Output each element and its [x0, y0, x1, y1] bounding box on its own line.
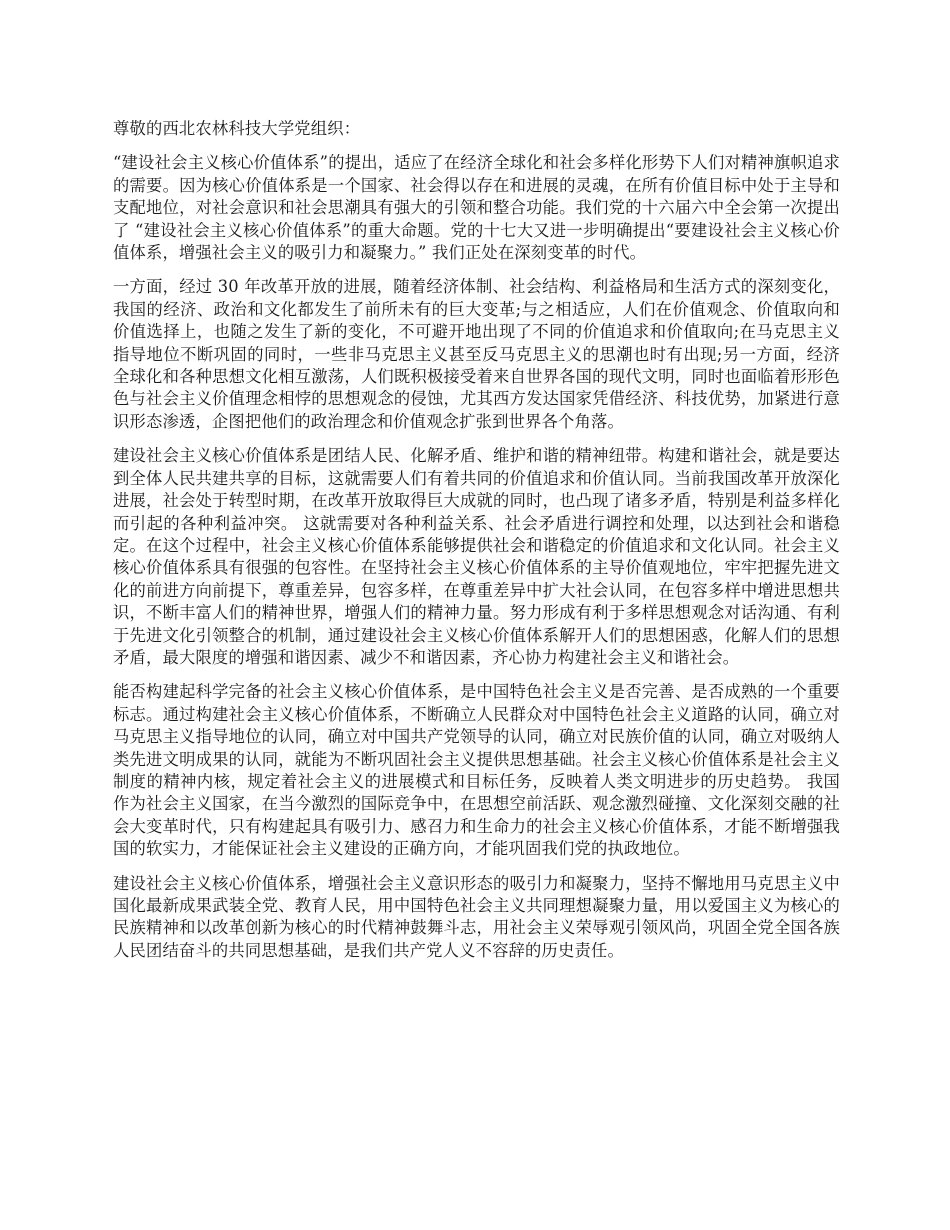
paragraph-5: 建设社会主义核心价值体系，增强社会主义意识形态的吸引力和凝聚力，坚持不懈地用马克思主义中国化最新成果武装全党、教育人民，用中国特色社会主义共同理想凝聚力量，用以爱国主义为核心的民族精神和以改革创新为核心的时代精神鼓舞斗志，用社会主义荣辱观引领风尚，巩固全党全国各族人民团结奋斗的共同思想基础，是我们共产党人义不容辞的历史责任。 [113, 873, 840, 960]
salutation: 尊敬的西北农林科技大学党组织： [113, 119, 361, 138]
paragraph-2: 一方面，经过 30 年改革开放的进展，随着经济体制、社会结构、利益格局和生活方式的深刻变化，我国的经济、政治和文化都发生了前所未有的巨大变革;与之相适应，人们在价值观念、价值取向和价值选择上，也随之发生了新的变化，不可避开地出现了不同的价值追求和价值取向;在马克思主义指导地位不断巩固的同时，一些非马克思主义甚至反马克思主义的思潮也时有出现;另一方面，经济全球化和各种思想文化相互激荡，人们既积极接受着来自世界各国的现代文明，同时也面临着形形色色与社会主义价值理念相悖的思想观念的侵蚀，尤其西方发达国家凭借经济、科技优势，加紧进行意识形态渗透，企图把他们的政治理念和价值观念扩张到世界各个角落。 [113, 277, 840, 431]
paragraph-3: 建设社会主义核心价值体系是团结人民、化解矛盾、维护和谐的精神纽带。构建和谐社会，就是要达到全体人民共建共享的目标，这就需要人们有着共同的价值追求和价值认同。当前我国改革开放深化进展，社会处于转型时期，在改革开放取得巨大成就的同时，也凸现了诸多矛盾，特别是利益多样化而引起的各种利益冲突。 这就需要对各种利益关系、社会矛盾进行调控和处理，以达到社会和谐稳定。在这个过程中，社会主义核心价值体系能够提供社会和谐稳定的价值追求和文化认同。社会主义核心价值体系具有很强的包容性。在坚持社会主义核心价值体系的主导价值观地位，牢牢把握先进文化的前进方向前提下，尊重差异，包容多样，在尊重差异中扩大社会认同，在包容多样中增进思想共识，不断丰富人们的精神世界，增强人们的精神力量。努力形成有利于多样思想观念对话沟通、有利于先进文化引领整合的机制，通过建设社会主义核心价值体系解开人们的思想困惑，化解人们的思想矛盾，最大限度的增强和谐因素、减少不和谐因素，齐心协力构建社会主义和谐社会。 [113, 446, 840, 667]
paragraph-1: “建设社会主义核心价值体系”的提出，适应了在经济全球化和社会多样化形势下人们对精神旗帜追求的需要。因为核心价值体系是一个国家、社会得以存在和进展的灵魂，在所有价值目标中处于主导和支配地位，对社会意识和社会思潮具有强大的引领和整合功能。我们党的十六届六中全会第一次提出了 “建设社会主义核心价值体系”的重大命题。党的十七大又进一步明确提出“要建设社会主义核心价值体系，增强社会主义的吸引力和凝聚力。” 我们正处在深刻变革的时代。 [113, 153, 840, 263]
document-page [113, 118, 840, 974]
paragraph-4: 能否构建起科学完备的社会主义核心价值体系，是中国特色社会主义是否完善、是否成熟的一个重要标志。通过构建社会主义核心价值体系，不断确立人民群众对中国特色社会主义道路的认同，确立对马克思主义指导地位的认同，确立对中国共产党领导的认同，确立对民族价值的认同，确立对吸纳人类先进文明成果的认同，就能为不断巩固社会主义提供思想基础。社会主义核心价值体系是社会主义制度的精神内核，规定着社会主义的进展模式和目标任务，反映着人类文明进步的历史趋势。 我国作为社会主义国家，在当今激烈的国际竞争中，在思想空前活跃、观念激烈碰撞、文化深刻交融的社会大变革时代，只有构建起具有吸引力、感召力和生命力的社会主义核心价值体系，才能不断增强我国的软实力，才能保证社会主义建设的正确方向，才能巩固我们党的执政地位。 [113, 682, 840, 859]
